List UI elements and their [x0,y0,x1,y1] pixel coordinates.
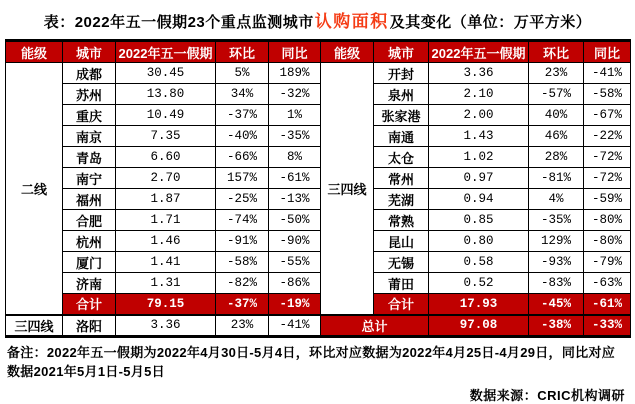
mom-cell: 40% [529,105,584,126]
total-yoy-right: -61% [584,294,631,315]
tier-cell-left: 二线 [6,63,63,315]
area-cell: 3.36 [429,63,529,84]
area-cell: 7.35 [116,126,216,147]
area-cell: 1.43 [429,126,529,147]
area-cell: 2.00 [429,105,529,126]
total-area-right: 17.93 [429,294,529,315]
header-left-3: 环比 [216,41,269,63]
header-right-3: 环比 [529,41,584,63]
yoy-cell: -67% [584,105,631,126]
header-left-1: 城市 [63,41,116,63]
yoy-cell: 8% [269,147,321,168]
mom-cell: -40% [216,126,269,147]
mom-cell: -74% [216,210,269,231]
area-cell: 13.80 [116,84,216,105]
total-area-left: 79.15 [116,294,216,315]
header-left-4: 同比 [269,41,321,63]
tier-cell-right: 三四线 [321,63,374,315]
yoy-cell: 189% [269,63,321,84]
mom-cell: 4% [529,189,584,210]
yoy-cell: -35% [269,126,321,147]
title-suffix: 及其变化（单位：万平方米） [389,14,592,31]
area-cell: 10.49 [116,105,216,126]
table-header [6,41,631,63]
city-cell: 福州 [63,189,116,210]
header-right-4: 同比 [584,41,631,63]
mom-cell: 129% [529,231,584,252]
grand-total-yoy: -33% [584,315,631,337]
area-cell: 1.41 [116,252,216,273]
mom-cell: -35% [529,210,584,231]
city-cell: 莆田 [374,273,429,294]
table-row [6,210,631,231]
yoy-cell: -22% [584,126,631,147]
mom-cell: -81% [529,168,584,189]
area-cell: 0.58 [429,252,529,273]
yoy-cell: -80% [584,231,631,252]
yoy-cell: -32% [269,84,321,105]
subtotal-row [6,294,631,315]
table-row [6,231,631,252]
total-mom-right: -45% [529,294,584,315]
header-right-2: 2022年五一假期 [429,41,529,63]
mom-cell: 157% [216,168,269,189]
mom-cell: -93% [529,252,584,273]
table-row [6,105,631,126]
total-label-left: 合计 [63,294,116,315]
mom-cell: -66% [216,147,269,168]
yoy-cell: 1% [269,105,321,126]
table-row [6,84,631,105]
grand-total-area: 97.08 [429,315,529,337]
mom-cell: 5% [216,63,269,84]
area-cell: 0.94 [429,189,529,210]
city-cell: 成都 [63,63,116,84]
mom-cell: -37% [216,105,269,126]
area-cell: 1.31 [116,273,216,294]
tier-cell-extra: 三四线 [6,315,63,337]
table-row [6,147,631,168]
city-cell: 芜湖 [374,189,429,210]
table-row [6,126,631,147]
city-cell: 南宁 [63,168,116,189]
city-cell: 张家港 [374,105,429,126]
city-cell: 常州 [374,168,429,189]
city-cell: 厦门 [63,252,116,273]
title-prefix: 表：2022年五一假期23个重点监测城市 [43,14,314,31]
yoy-cell: -58% [584,84,631,105]
yoy-cell: -72% [584,168,631,189]
grand-total-label: 总计 [321,315,429,337]
table-row [6,189,631,210]
city-cell: 南京 [63,126,116,147]
yoy-cell: -90% [269,231,321,252]
city-cell: 常熟 [374,210,429,231]
mom-cell: -57% [529,84,584,105]
mom-cell: -82% [216,273,269,294]
header-right-1: 城市 [374,41,429,63]
table-row [6,252,631,273]
city-cell: 南通 [374,126,429,147]
area-cell: 1.02 [429,147,529,168]
city-cell: 无锡 [374,252,429,273]
yoy-cell: -72% [584,147,631,168]
city-cell: 青岛 [63,147,116,168]
area-cell: 1.46 [116,231,216,252]
total-yoy-left: -19% [269,294,321,315]
area-cell: 0.97 [429,168,529,189]
city-cell: 济南 [63,273,116,294]
mom-cell: -91% [216,231,269,252]
city-cell: 杭州 [63,231,116,252]
header-left-2: 2022年五一假期 [116,41,216,63]
header-right-0: 能级 [321,41,374,63]
area-cell: 1.71 [116,210,216,231]
table-row [6,273,631,294]
table-title [0,0,635,32]
data-table [5,39,631,338]
yoy-cell: -79% [584,252,631,273]
mom-cell: 23% [216,315,269,337]
mom-cell: -58% [216,252,269,273]
grand-total-mom: -38% [529,315,584,337]
city-cell: 苏州 [63,84,116,105]
area-cell: 0.52 [429,273,529,294]
yoy-cell: -59% [584,189,631,210]
mom-cell: -25% [216,189,269,210]
yoy-cell: -41% [269,315,321,337]
area-cell: 2.70 [116,168,216,189]
mom-cell: 23% [529,63,584,84]
yoy-cell: -55% [269,252,321,273]
city-cell: 太仓 [374,147,429,168]
data-source: 数据来源：CRIC机构调研 [469,387,625,403]
area-cell: 30.45 [116,63,216,84]
footnote: 备注：2022年五一假期为2022年4月30日-5月4日，环比对应数据为2022年4月25日-4月29日，同比对应数据2021年5月1日-5月5日 [7,344,616,379]
yoy-cell: -41% [584,63,631,84]
yoy-cell: -86% [269,273,321,294]
title-highlight: 认购面积 [314,12,389,31]
yoy-cell: -13% [269,189,321,210]
area-cell: 0.85 [429,210,529,231]
city-cell: 重庆 [63,105,116,126]
city-cell: 合肥 [63,210,116,231]
total-label-right: 合计 [374,294,429,315]
area-cell: 6.60 [116,147,216,168]
yoy-cell: -50% [269,210,321,231]
city-cell: 昆山 [374,231,429,252]
mom-cell: 28% [529,147,584,168]
area-cell: 1.87 [116,189,216,210]
mom-cell: -83% [529,273,584,294]
city-cell: 开封 [374,63,429,84]
yoy-cell: -63% [584,273,631,294]
yoy-cell: -61% [269,168,321,189]
mom-cell: 46% [529,126,584,147]
table-row [6,168,631,189]
city-cell: 洛阳 [63,315,116,337]
area-cell: 3.36 [116,315,216,337]
grand-total-row [6,315,631,337]
city-cell: 泉州 [374,84,429,105]
area-cell: 2.10 [429,84,529,105]
area-cell: 0.80 [429,231,529,252]
total-mom-left: -37% [216,294,269,315]
header-left-0: 能级 [6,41,63,63]
mom-cell: 34% [216,84,269,105]
yoy-cell: -80% [584,210,631,231]
table-row [6,63,631,84]
